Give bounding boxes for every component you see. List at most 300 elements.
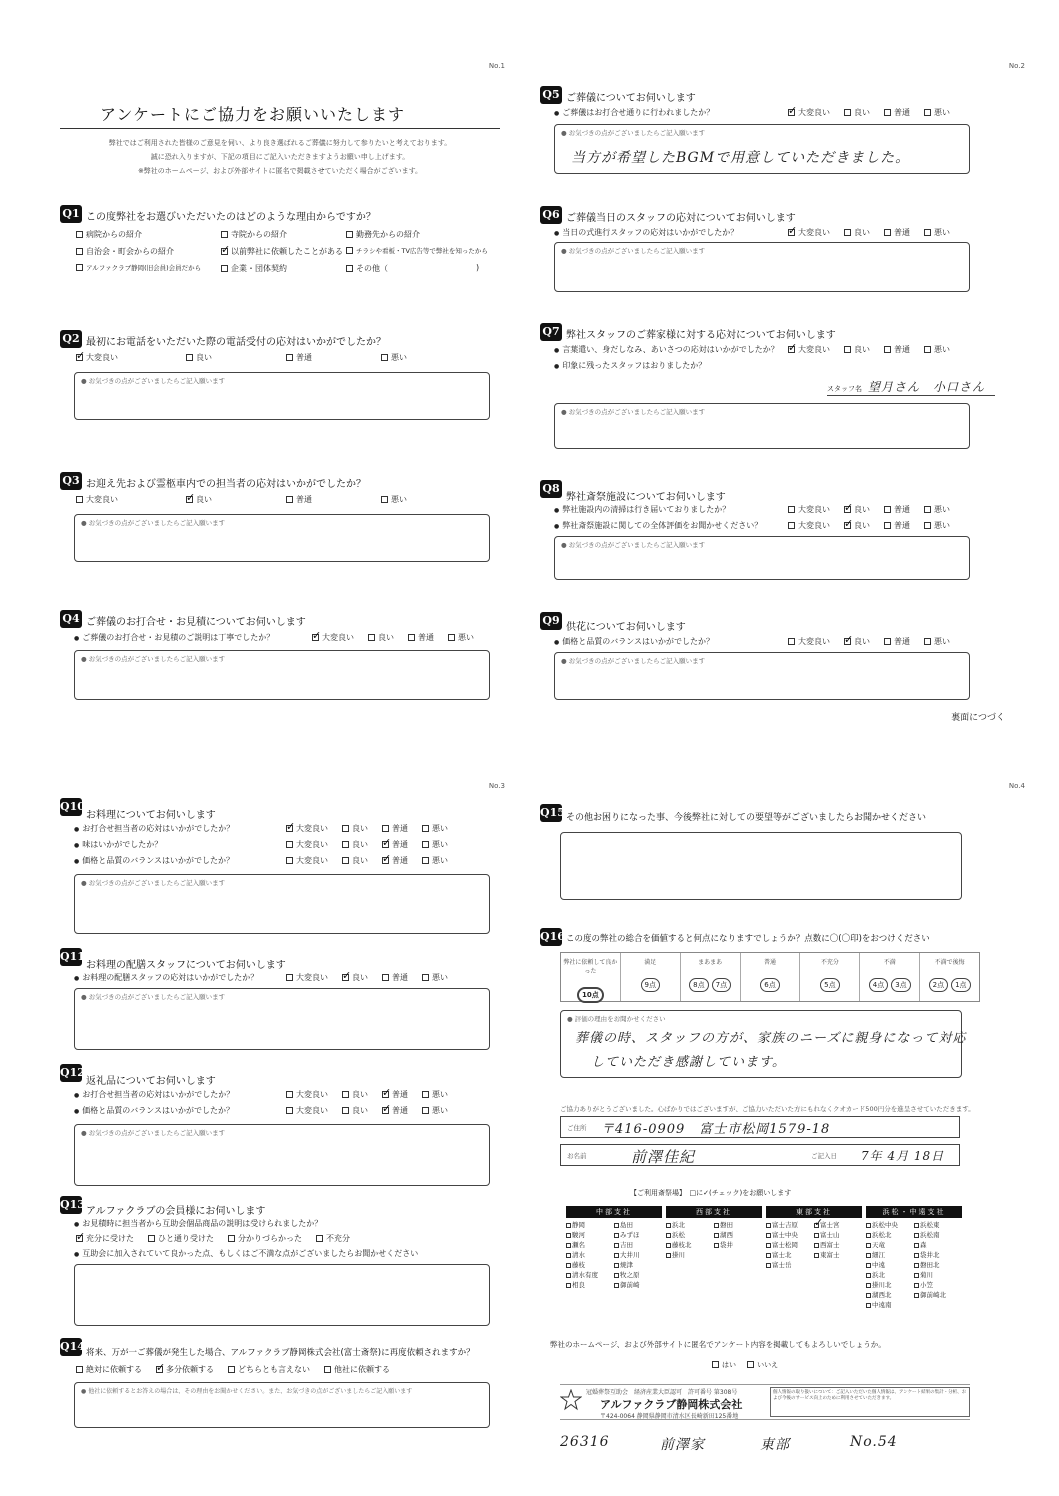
- option-very-good[interactable]: [788, 636, 830, 647]
- option-normal[interactable]: [382, 839, 408, 850]
- score-option[interactable]: 9点: [641, 978, 660, 992]
- checkbox[interactable]: [884, 346, 891, 353]
- reason-box[interactable]: [560, 1010, 967, 1078]
- checkbox[interactable]: [914, 1243, 919, 1248]
- branch-item[interactable]: [914, 1280, 962, 1290]
- branch-label: 森: [920, 1241, 927, 1249]
- checkbox[interactable]: [286, 496, 293, 503]
- option-normal[interactable]: [884, 107, 910, 118]
- branch-item[interactable]: [866, 1270, 914, 1280]
- checkbox[interactable]: [382, 841, 389, 848]
- checkbox[interactable]: [844, 638, 851, 645]
- checkbox[interactable]: [186, 354, 193, 361]
- checkbox[interactable]: [566, 1223, 571, 1228]
- score-option[interactable]: 6点: [760, 978, 779, 992]
- checkbox[interactable]: [286, 1107, 293, 1114]
- option-definitely[interactable]: [76, 1364, 142, 1375]
- checkbox[interactable]: [422, 1091, 429, 1098]
- checkbox[interactable]: [844, 506, 851, 513]
- checkbox[interactable]: [286, 1091, 293, 1098]
- branch-item[interactable]: [566, 1230, 614, 1240]
- checkbox[interactable]: [766, 1223, 771, 1228]
- comment-box[interactable]: [554, 403, 970, 449]
- staff-name-field[interactable]: [827, 378, 995, 396]
- checkbox[interactable]: [766, 1263, 771, 1268]
- checkbox[interactable]: [844, 109, 851, 116]
- branch-item[interactable]: [666, 1220, 714, 1230]
- checkbox[interactable]: [342, 825, 349, 832]
- branch-item[interactable]: [766, 1240, 814, 1250]
- comment-box[interactable]: [74, 372, 490, 420]
- checkbox[interactable]: [221, 248, 228, 255]
- checkbox[interactable]: [714, 1233, 719, 1238]
- branch-item[interactable]: [714, 1230, 762, 1240]
- option-normal[interactable]: [286, 352, 312, 363]
- checkbox[interactable]: [566, 1253, 571, 1258]
- checkbox[interactable]: [924, 109, 931, 116]
- checkbox[interactable]: [448, 634, 455, 641]
- checkbox[interactable]: [788, 109, 795, 116]
- checkbox[interactable]: [788, 229, 795, 236]
- checkbox[interactable]: [342, 974, 349, 981]
- option-label: 普通: [894, 108, 910, 117]
- checkbox[interactable]: [884, 638, 891, 645]
- q10-options-3: [286, 855, 462, 866]
- checkbox[interactable]: [614, 1243, 619, 1248]
- branch-item[interactable]: [614, 1220, 662, 1230]
- option-good[interactable]: [844, 227, 870, 238]
- checkbox[interactable]: [924, 506, 931, 513]
- checkbox[interactable]: [844, 346, 851, 353]
- option-bad[interactable]: [924, 504, 950, 515]
- score-option[interactable]: 2点: [929, 978, 948, 992]
- option-good[interactable]: [186, 352, 212, 363]
- option-very-good[interactable]: [788, 107, 830, 118]
- checkbox[interactable]: [324, 1366, 331, 1373]
- checkbox[interactable]: [924, 522, 931, 529]
- checkbox[interactable]: [866, 1303, 871, 1308]
- branch-item[interactable]: [914, 1240, 962, 1250]
- checkbox[interactable]: [614, 1273, 619, 1278]
- option-bad[interactable]: [422, 1089, 448, 1100]
- checkbox[interactable]: [788, 638, 795, 645]
- checkbox[interactable]: [788, 522, 795, 529]
- score-option[interactable]: 8点: [689, 978, 708, 992]
- checkbox[interactable]: [76, 248, 83, 255]
- option-good[interactable]: [342, 823, 368, 834]
- checkbox[interactable]: [286, 857, 293, 864]
- checkbox[interactable]: [566, 1243, 571, 1248]
- checkbox[interactable]: [866, 1293, 871, 1298]
- option-bad[interactable]: [422, 1105, 448, 1116]
- option-insufficient[interactable]: [316, 1233, 350, 1244]
- option-normal[interactable]: [884, 504, 910, 515]
- checkbox[interactable]: [714, 1243, 719, 1248]
- checkbox[interactable]: [766, 1233, 771, 1238]
- branch-item[interactable]: [566, 1220, 614, 1230]
- option-very-good[interactable]: [76, 494, 118, 505]
- checkbox[interactable]: [714, 1223, 719, 1228]
- checkbox[interactable]: [814, 1253, 819, 1258]
- q1-option[interactable]: [76, 263, 201, 272]
- checkbox[interactable]: [422, 1107, 429, 1114]
- score-option[interactable]: 4点: [869, 978, 888, 992]
- option-very-good[interactable]: [286, 1089, 328, 1100]
- branch-item[interactable]: [766, 1230, 814, 1240]
- comment-box[interactable]: [74, 988, 490, 1050]
- option-very-good[interactable]: [788, 227, 830, 238]
- comment-box[interactable]: [74, 874, 490, 934]
- branch-item[interactable]: [866, 1260, 914, 1270]
- branch-label: 御前崎: [620, 1281, 640, 1289]
- checkbox[interactable]: [866, 1233, 871, 1238]
- checkbox[interactable]: [747, 1361, 754, 1368]
- option-normal[interactable]: [408, 632, 434, 643]
- branch-item[interactable]: [566, 1250, 614, 1260]
- checkbox[interactable]: [566, 1283, 571, 1288]
- checkbox[interactable]: [422, 825, 429, 832]
- checkbox[interactable]: [924, 229, 931, 236]
- option-normal[interactable]: [382, 1105, 408, 1116]
- branch-item[interactable]: [614, 1230, 662, 1240]
- branch-item[interactable]: [914, 1270, 962, 1280]
- checkbox[interactable]: [342, 1107, 349, 1114]
- checkbox[interactable]: [148, 1235, 155, 1242]
- branch-item[interactable]: [814, 1240, 862, 1250]
- option-other-company[interactable]: [324, 1364, 390, 1375]
- checkbox[interactable]: [788, 506, 795, 513]
- checkbox[interactable]: [342, 841, 349, 848]
- checkbox[interactable]: [884, 109, 891, 116]
- checkbox[interactable]: [286, 974, 293, 981]
- checkbox[interactable]: [228, 1366, 235, 1373]
- checkbox[interactable]: [422, 974, 429, 981]
- option-good[interactable]: [342, 855, 368, 866]
- option-bad[interactable]: [924, 636, 950, 647]
- branch-item[interactable]: [766, 1220, 814, 1230]
- comment-box[interactable]: [560, 832, 962, 900]
- option-very-good[interactable]: [788, 520, 830, 531]
- branch-label: 牧之原: [620, 1271, 640, 1279]
- checkbox[interactable]: [766, 1243, 771, 1248]
- branch-label: 吉田: [620, 1241, 633, 1249]
- option-good[interactable]: [342, 1105, 368, 1116]
- checkbox[interactable]: [381, 354, 388, 361]
- checkbox[interactable]: [342, 1091, 349, 1098]
- option-very-good[interactable]: [286, 972, 328, 983]
- option-normal[interactable]: [884, 520, 910, 531]
- comment-box[interactable]: [74, 650, 490, 700]
- option-bad[interactable]: [422, 823, 448, 834]
- branch-item[interactable]: [566, 1260, 614, 1270]
- branch-item[interactable]: [566, 1280, 614, 1290]
- checkbox[interactable]: [76, 231, 83, 238]
- option-fully[interactable]: [76, 1233, 134, 1244]
- checkbox[interactable]: [866, 1243, 871, 1248]
- q8-options-2: [788, 520, 964, 531]
- comment-box[interactable]: [74, 1124, 490, 1186]
- checkbox[interactable]: [884, 522, 891, 529]
- score-option[interactable]: 7点: [712, 978, 731, 992]
- checkbox[interactable]: [666, 1253, 671, 1258]
- option-label: 良い: [196, 353, 212, 362]
- branch-item[interactable]: [866, 1230, 914, 1240]
- q1-option[interactable]: [346, 246, 488, 255]
- option-very-good[interactable]: [76, 352, 118, 363]
- option-good[interactable]: [844, 636, 870, 647]
- branch-item[interactable]: [814, 1250, 862, 1260]
- checkbox[interactable]: [566, 1273, 571, 1278]
- option-bad[interactable]: [381, 494, 407, 505]
- comment-box[interactable]: [74, 1264, 490, 1326]
- q1-option[interactable]: [76, 246, 174, 257]
- checkbox[interactable]: [221, 231, 228, 238]
- question-number: Q4: [60, 610, 82, 628]
- option-very-good[interactable]: [286, 1105, 328, 1116]
- option-good[interactable]: [186, 494, 212, 505]
- comment-box[interactable]: [554, 242, 970, 292]
- checkbox[interactable]: [814, 1223, 819, 1228]
- address-field[interactable]: [560, 1116, 960, 1138]
- option-good[interactable]: [342, 972, 368, 983]
- branch-item[interactable]: [914, 1230, 962, 1240]
- branch-item[interactable]: [714, 1240, 762, 1250]
- checkbox[interactable]: [346, 247, 353, 254]
- checkbox[interactable]: [814, 1233, 819, 1238]
- branch-item[interactable]: [866, 1280, 914, 1290]
- name-field[interactable]: [560, 1144, 960, 1166]
- option-bad[interactable]: [422, 972, 448, 983]
- checkbox[interactable]: [866, 1263, 871, 1268]
- checkbox[interactable]: [924, 638, 931, 645]
- checkbox[interactable]: [866, 1223, 871, 1228]
- comment-box[interactable]: [554, 536, 970, 580]
- option-very-good[interactable]: [286, 839, 328, 850]
- option-unclear[interactable]: [228, 1233, 302, 1244]
- checkbox[interactable]: [286, 825, 293, 832]
- checkbox[interactable]: [914, 1253, 919, 1258]
- checkbox[interactable]: [316, 1235, 323, 1242]
- option-very-good[interactable]: [312, 632, 354, 643]
- consent-no[interactable]: [747, 1361, 778, 1369]
- option-normal[interactable]: [382, 855, 408, 866]
- branch-item[interactable]: [914, 1260, 962, 1270]
- checkbox[interactable]: [614, 1223, 619, 1228]
- option-good[interactable]: [342, 1089, 368, 1100]
- checkbox[interactable]: [866, 1273, 871, 1278]
- option-very-good[interactable]: [788, 344, 830, 355]
- option-very-good[interactable]: [788, 504, 830, 515]
- checkbox[interactable]: [228, 1235, 235, 1242]
- sub-question: ● お料理の配膳スタッフの応対はいかがでしたか？: [74, 972, 258, 983]
- option-normal[interactable]: [382, 823, 408, 834]
- score-option[interactable]: 3点: [891, 978, 910, 992]
- branch-item[interactable]: [666, 1250, 714, 1260]
- checkbox[interactable]: [76, 1235, 83, 1242]
- score-head: 不充分: [820, 959, 839, 966]
- checkbox[interactable]: [368, 634, 375, 641]
- option-normal[interactable]: [884, 227, 910, 238]
- checkbox[interactable]: [844, 522, 851, 529]
- option-good[interactable]: [342, 839, 368, 850]
- privacy-notice: 個人情報の取り扱いについて：ご記入いただいた個人情報は、アンケート結果の集計・分析、および今後のサービス向上のために利用させていただきます。: [770, 1387, 970, 1417]
- checkbox[interactable]: [286, 841, 293, 848]
- checkbox[interactable]: [382, 974, 389, 981]
- option-bad[interactable]: [381, 352, 407, 363]
- company-footer: [560, 1384, 970, 1420]
- score-option[interactable]: 5点: [820, 978, 839, 992]
- checkbox[interactable]: [382, 857, 389, 864]
- checkbox[interactable]: [614, 1263, 619, 1268]
- branch-item[interactable]: [866, 1250, 914, 1260]
- checkbox[interactable]: [381, 496, 388, 503]
- branch-item[interactable]: [566, 1270, 614, 1280]
- score-option[interactable]: 10点: [577, 987, 604, 1003]
- option-label: 良い: [378, 633, 394, 642]
- checkbox[interactable]: [76, 354, 83, 361]
- branch-item[interactable]: [914, 1290, 962, 1300]
- q14-options: [76, 1364, 404, 1375]
- branch-label: 浜松東: [920, 1221, 940, 1229]
- branch-item[interactable]: [866, 1300, 914, 1310]
- checkbox[interactable]: [76, 496, 83, 503]
- branch-item[interactable]: [814, 1230, 862, 1240]
- option-good[interactable]: [844, 504, 870, 515]
- branch-item[interactable]: [814, 1220, 862, 1230]
- checkbox[interactable]: [76, 1366, 83, 1373]
- checkbox[interactable]: [914, 1263, 919, 1268]
- question-number: Q14: [60, 1338, 82, 1356]
- option-normal[interactable]: [286, 494, 312, 505]
- q1-option[interactable]: [221, 246, 343, 257]
- branch-item[interactable]: [714, 1220, 762, 1230]
- checkbox[interactable]: [844, 229, 851, 236]
- option-normal[interactable]: [884, 344, 910, 355]
- checkbox[interactable]: [422, 857, 429, 864]
- checkbox[interactable]: [614, 1253, 619, 1258]
- branch-label: 磐田北: [920, 1261, 940, 1269]
- checkbox[interactable]: [312, 634, 319, 641]
- option-good[interactable]: [844, 107, 870, 118]
- checkbox[interactable]: [346, 265, 353, 272]
- option-bad[interactable]: [448, 632, 474, 643]
- checkbox[interactable]: [866, 1283, 871, 1288]
- branch-item[interactable]: [614, 1240, 662, 1250]
- checkbox[interactable]: [788, 346, 795, 353]
- checkbox[interactable]: [914, 1273, 919, 1278]
- branch-item[interactable]: [914, 1250, 962, 1260]
- checkbox[interactable]: [666, 1223, 671, 1228]
- option-very-good[interactable]: [286, 823, 328, 834]
- checkbox[interactable]: [156, 1366, 163, 1373]
- comment-box[interactable]: [74, 514, 490, 562]
- q1-option[interactable]: [346, 229, 420, 240]
- checkbox[interactable]: [924, 346, 931, 353]
- q1-option[interactable]: [221, 229, 287, 240]
- checkbox[interactable]: [866, 1253, 871, 1258]
- branch-item[interactable]: [766, 1250, 814, 1260]
- checkbox[interactable]: [342, 857, 349, 864]
- checkbox[interactable]: [614, 1283, 619, 1288]
- checkbox[interactable]: [914, 1233, 919, 1238]
- checkbox[interactable]: [884, 229, 891, 236]
- option-very-good[interactable]: [286, 855, 328, 866]
- branch-item[interactable]: [666, 1240, 714, 1250]
- checkbox[interactable]: [566, 1233, 571, 1238]
- checkbox[interactable]: [221, 265, 228, 272]
- checkbox[interactable]: [666, 1243, 671, 1248]
- option-normal[interactable]: [884, 636, 910, 647]
- option-neutral[interactable]: [228, 1364, 310, 1375]
- option-normal[interactable]: [382, 1089, 408, 1100]
- checkbox[interactable]: [766, 1253, 771, 1258]
- option-probably[interactable]: [156, 1364, 214, 1375]
- q1-option[interactable]: [346, 263, 388, 274]
- branch-item[interactable]: [914, 1220, 962, 1230]
- checkbox[interactable]: [566, 1263, 571, 1268]
- branch-item[interactable]: [666, 1230, 714, 1240]
- comment-box[interactable]: [74, 1382, 490, 1428]
- score-option[interactable]: 1点: [951, 978, 970, 992]
- branch-item[interactable]: [866, 1220, 914, 1230]
- option-bad[interactable]: [924, 344, 950, 355]
- checkbox[interactable]: [286, 354, 293, 361]
- checkbox[interactable]: [914, 1223, 919, 1228]
- checkbox[interactable]: [914, 1293, 919, 1298]
- checkbox[interactable]: [382, 1091, 389, 1098]
- option-good[interactable]: [844, 520, 870, 531]
- checkbox[interactable]: [814, 1243, 819, 1248]
- branch-items: [766, 1218, 862, 1270]
- checkbox[interactable]: [422, 841, 429, 848]
- branch-item[interactable]: [614, 1280, 662, 1290]
- checkbox[interactable]: [914, 1283, 919, 1288]
- branch-item[interactable]: [614, 1270, 662, 1280]
- option-generally[interactable]: [148, 1233, 214, 1244]
- branch-item[interactable]: [566, 1240, 614, 1250]
- option-good[interactable]: [844, 344, 870, 355]
- option-bad[interactable]: [924, 520, 950, 531]
- option-bad[interactable]: [924, 107, 950, 118]
- checkbox[interactable]: [76, 264, 83, 271]
- question-number: Q10: [60, 798, 82, 816]
- comment-box[interactable]: [554, 652, 970, 700]
- checkbox[interactable]: [884, 506, 891, 513]
- branch-item[interactable]: [866, 1290, 914, 1300]
- option-bad[interactable]: [422, 855, 448, 866]
- option-normal[interactable]: [382, 972, 408, 983]
- option-bad[interactable]: [422, 839, 448, 850]
- branch-item[interactable]: [614, 1260, 662, 1270]
- q1-option[interactable]: [76, 229, 142, 240]
- branch-item[interactable]: [614, 1250, 662, 1260]
- checkbox[interactable]: [712, 1361, 719, 1368]
- consent-yes[interactable]: [712, 1361, 736, 1369]
- option-good[interactable]: [368, 632, 394, 643]
- checkbox[interactable]: [186, 496, 193, 503]
- checkbox[interactable]: [346, 231, 353, 238]
- q1-option[interactable]: [221, 263, 287, 274]
- checkbox[interactable]: [382, 1107, 389, 1114]
- branch-item[interactable]: [866, 1240, 914, 1250]
- branch-item[interactable]: [766, 1260, 814, 1270]
- comment-box[interactable]: [554, 124, 970, 174]
- checkbox[interactable]: [614, 1233, 619, 1238]
- checkbox[interactable]: [666, 1233, 671, 1238]
- checkbox[interactable]: [408, 634, 415, 641]
- option-bad[interactable]: [924, 227, 950, 238]
- checkbox[interactable]: [382, 825, 389, 832]
